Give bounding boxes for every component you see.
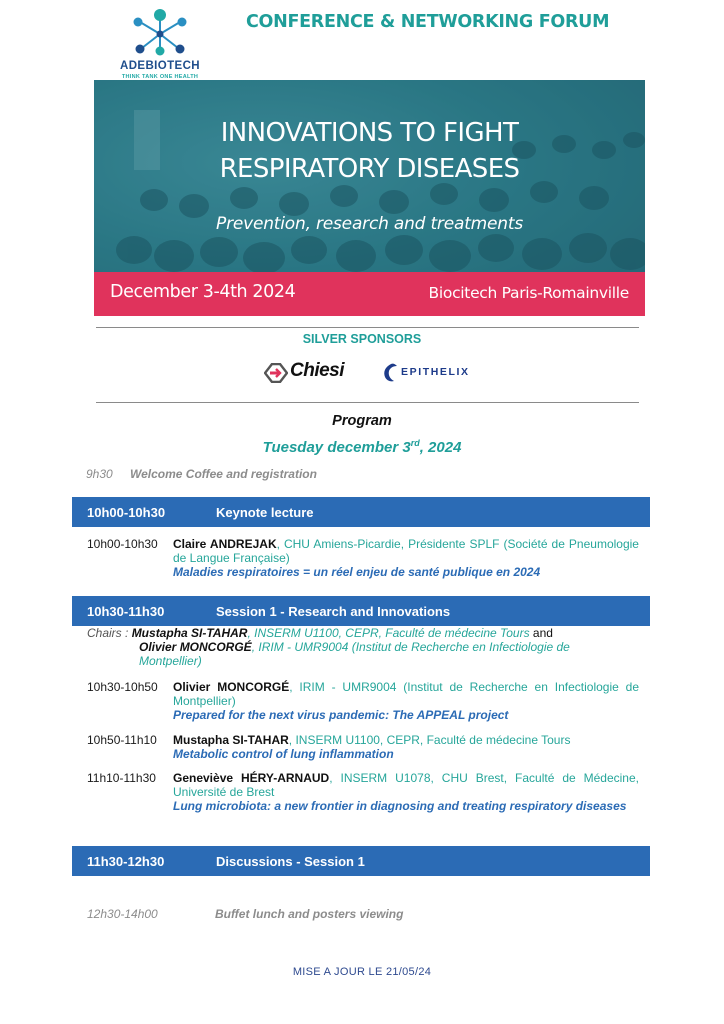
- talk-item: [87, 680, 639, 723]
- banner-title-line2: RESPIRATORY DISEASES: [219, 154, 520, 184]
- talk-time: 10h30-10h50: [87, 680, 158, 694]
- talk-time: 10h50-11h10: [87, 733, 157, 747]
- chiesi-logo-icon: [264, 363, 288, 383]
- session1-bar: [72, 596, 650, 626]
- day-heading-suffix: rd: [410, 438, 420, 448]
- talk-speaker: Claire ANDREJAK: [173, 537, 277, 551]
- lunch-row: [87, 907, 403, 921]
- session-chairs: [87, 626, 627, 669]
- keynote-bar: [72, 497, 650, 527]
- talk-item: [87, 771, 639, 814]
- welcome-row: [86, 467, 317, 481]
- talk-time: 10h00-10h30: [87, 537, 158, 551]
- talk-body: [173, 733, 639, 761]
- keynote-bar-label: Keynote lecture: [216, 505, 314, 520]
- welcome-time: 9h30: [86, 467, 113, 481]
- chiesi-name: Chiesi: [290, 360, 345, 381]
- epithelix-logo-icon: [382, 363, 398, 383]
- logo-name: ADEBIOTECH: [119, 60, 201, 72]
- keynote-bar-time: 10h00-10h30: [87, 505, 166, 520]
- chair1-affiliation: , INSERM U1100, CEPR, Faculté de médecine Tours: [247, 626, 530, 640]
- talk-speaker: Geneviève HÉRY-ARNAUD: [173, 771, 330, 785]
- banner-title-line1: INNOVATIONS TO FIGHT: [220, 118, 519, 148]
- day-heading-prefix: Tuesday december 3: [262, 439, 411, 456]
- discussion-bar-time: 11h30-12h30: [87, 854, 165, 869]
- program-heading: Program: [332, 413, 392, 429]
- lunch-time: 12h30-14h00: [87, 907, 158, 921]
- session1-bar-label: Session 1 - Research and Innovations: [216, 604, 451, 619]
- chairs-line2: [87, 640, 627, 668]
- keynote-talk: [87, 537, 639, 580]
- epithelix-name: EPITHELIX: [401, 366, 470, 378]
- talk-time: 11h10-11h30: [87, 771, 156, 785]
- talk-speaker: Mustapha SI-TAHAR: [173, 733, 289, 747]
- sponsors-heading: SILVER SPONSORS: [302, 332, 422, 346]
- talk-item: [87, 733, 639, 761]
- event-venue: Biocitech Paris-Romainville: [428, 284, 629, 302]
- talk-affiliation: , CHU Amiens-Picardie, Présidente SPLF (Société de Pneumologie de Langue Française): [173, 537, 639, 566]
- talk-body: [173, 680, 639, 723]
- talk-body: [173, 537, 639, 580]
- talk-affiliation: , IRIM - UMR9004 (Institut de Recherche en Infectiologie de Montpellier): [173, 680, 639, 709]
- talk-title: Prepared for the next virus pandemic: The APPEAL project: [173, 708, 509, 723]
- molecule-logo-icon: [128, 8, 192, 58]
- event-dates: December 3-4th 2024: [110, 282, 296, 302]
- adebiotech-logo: [112, 8, 208, 80]
- talk-affiliation: , INSERM U1100, CEPR, Faculté de médecine Tours: [288, 733, 571, 747]
- chairs-line1: [87, 626, 627, 640]
- logo-tagline: THINK TANK ONE HEALTH: [121, 74, 199, 80]
- welcome-label: Welcome Coffee and registration: [130, 467, 317, 481]
- day-heading: [0, 438, 724, 456]
- day-heading-year: , 2024: [419, 439, 462, 456]
- chairs-label: Chairs :: [87, 626, 132, 640]
- talk-title: Maladies respiratoires = un réel enjeu de santé publique en 2024: [173, 565, 541, 580]
- talk-title: Lung microbiota: a new frontier in diagnosing and treating respiratory diseases: [173, 799, 627, 814]
- forum-title: CONFERENCE & NETWORKING FORUM: [246, 12, 610, 32]
- update-footer: MISE A JOUR LE 21/05/24: [292, 966, 432, 978]
- discussion-bar: [72, 846, 650, 876]
- banner-date-bar: [94, 272, 645, 316]
- divider-bottom: [96, 402, 639, 403]
- talk-body: [173, 771, 639, 814]
- chair2-affiliation: , IRIM - UMR9004 (Institut de Recherche en Infectiologie de Montpellier): [139, 640, 570, 669]
- banner-title: [94, 115, 645, 187]
- talk-affiliation: , INSERM U1078, CHU Brest, Faculté de Médecine, Université de Brest: [173, 771, 639, 800]
- lunch-label: Buffet lunch and posters viewing: [215, 907, 404, 921]
- banner-subtitle: Prevention, research and treatments: [216, 214, 523, 234]
- divider-top: [96, 327, 639, 328]
- session1-bar-time: 10h30-11h30: [87, 604, 165, 619]
- chair1-name: Mustapha SI-TAHAR: [131, 626, 248, 640]
- discussion-bar-label: Discussions - Session 1: [216, 854, 365, 869]
- talk-title: Metabolic control of lung inflammation: [173, 747, 394, 762]
- chair2-name: Olivier MONCORGÉ: [139, 640, 252, 655]
- event-banner: [94, 80, 645, 316]
- talk-speaker: Olivier MONCORGÉ: [173, 680, 290, 694]
- chairs-and: and: [529, 626, 553, 640]
